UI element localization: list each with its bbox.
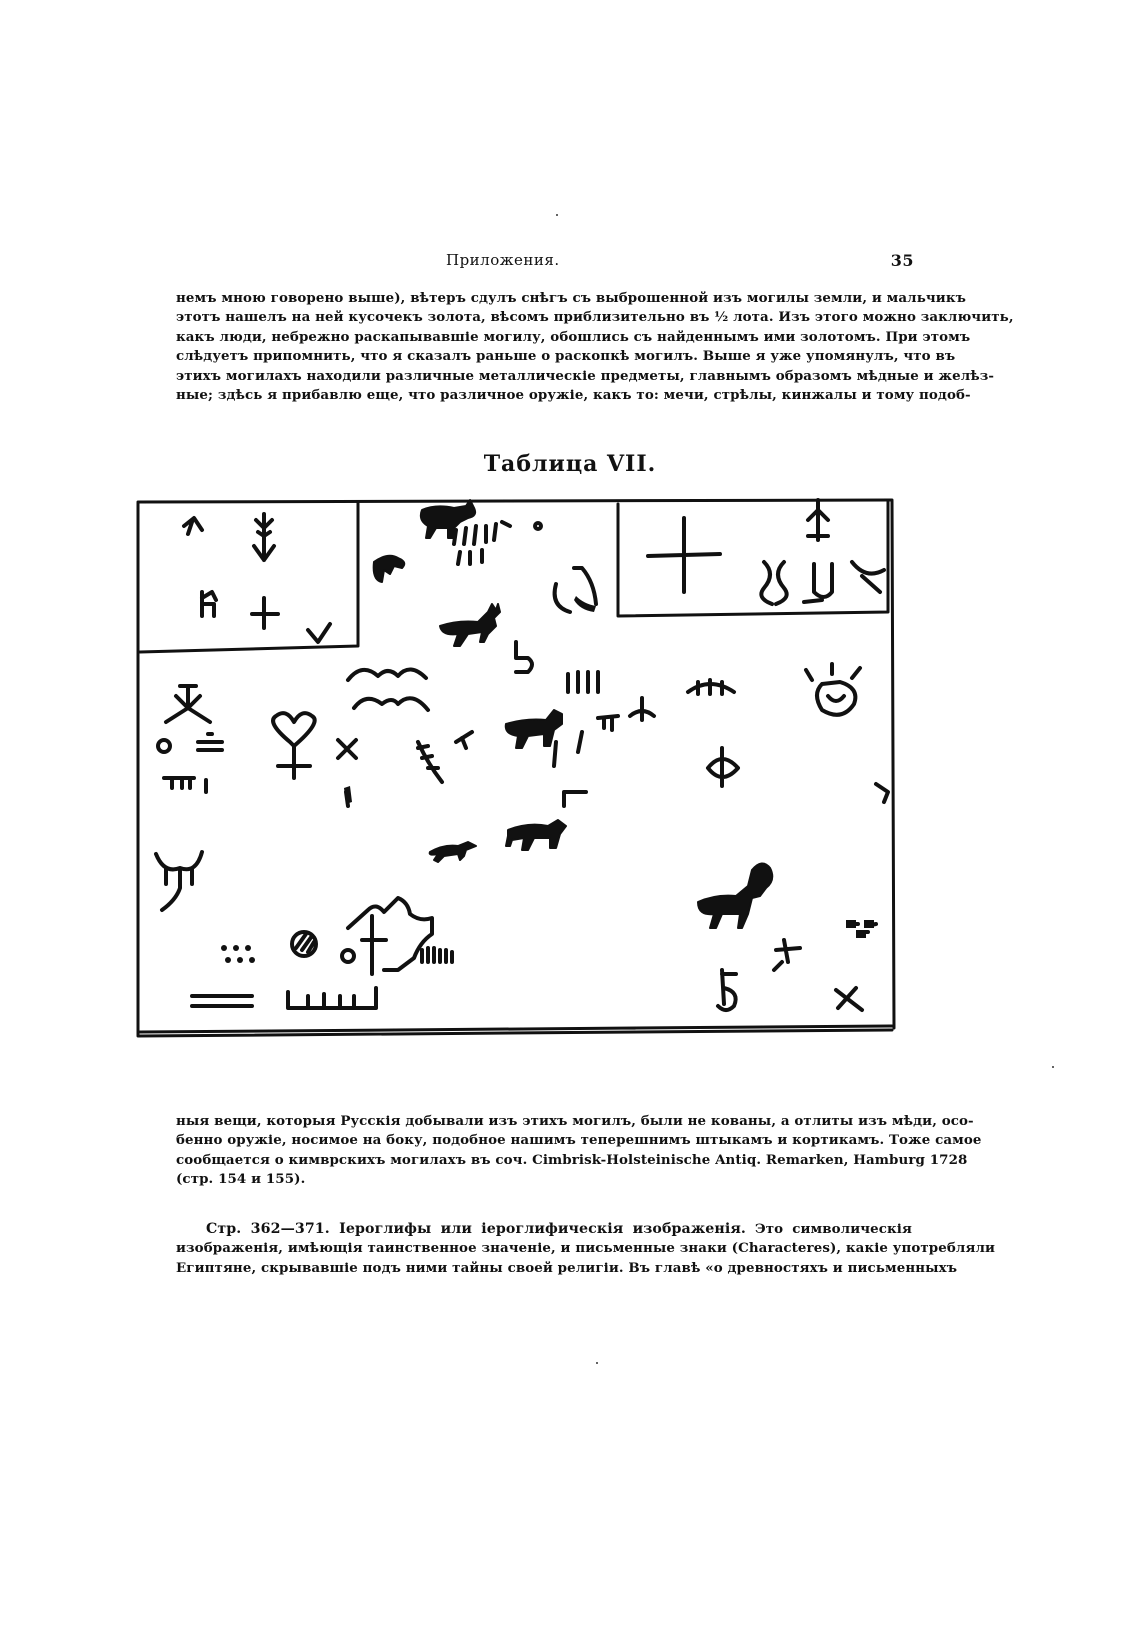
rune-tulip	[156, 852, 202, 910]
rune-h	[202, 592, 216, 616]
rune-zeta	[774, 940, 800, 970]
section-heading: Стр. 362—371. Іероглифы или іероглифическія изображенія.	[206, 1221, 746, 1237]
blob-2	[344, 786, 352, 804]
text-line: Египтяне, скрывавшіе подъ ними тайны своей религіи. Въ главѣ «о древностяхъ и письменныхъ	[176, 1259, 958, 1276]
blob-1	[574, 596, 596, 612]
rune-knot-2	[804, 564, 832, 602]
text-line: немъ мною говорено выше), вѣтеръ сдулъ снѣгъ съ выброшенной изъ могилы земли, и мальчикъ	[176, 290, 966, 306]
x-mark	[338, 740, 356, 758]
dot	[237, 957, 243, 963]
x-mark-2	[836, 988, 862, 1010]
rune-pi-small	[164, 778, 206, 792]
section-paragraph	[176, 1220, 996, 1278]
tally-strokes	[454, 522, 510, 564]
rune-phi	[708, 748, 738, 786]
paragraph-bottom	[176, 1112, 982, 1190]
text-line: какъ люди, небрежно раскапывавшіе могилу, обошлись съ найденнымъ ими золотомъ. При этомъ	[176, 328, 971, 345]
text-line: (стр. 154 и 155).	[176, 1171, 306, 1188]
animal-head	[374, 556, 405, 582]
cross-small	[252, 598, 278, 628]
text-line: этихъ могилахъ находили различные металлическіе предметы, главнымъ образомъ мѣдные и желѣз-	[176, 367, 995, 384]
running-head	[176, 251, 914, 273]
rune-arrow-small	[456, 732, 472, 748]
heart-face	[273, 713, 315, 778]
rune-5	[516, 642, 532, 672]
section-first-line-rest: Это символическія	[755, 1221, 912, 1237]
tally-4	[568, 672, 598, 692]
rune-fork	[852, 562, 884, 592]
circle-face	[342, 950, 354, 962]
ring-small	[158, 740, 170, 752]
text-line: ные; здѣсь я прибавлю еще, что различное оружіе, какъ то: мечи, стрѣлы, кинжалы и тому подоб-	[176, 387, 971, 404]
dot	[233, 945, 239, 951]
small-circle	[535, 523, 541, 529]
text-line: сообщается о кимврскихъ могилахъ въ соч. Cimbrisk-Holsteinische Antiq. Remarken, Hamburg 1728	[176, 1151, 968, 1168]
comb-strokes	[422, 948, 452, 962]
animal-fox	[430, 842, 476, 862]
rune-knot-1	[761, 562, 786, 604]
plate-illustration	[136, 496, 944, 1100]
paragraph-top	[176, 289, 1014, 405]
animal-deer	[440, 604, 500, 646]
plate-divider-right	[618, 500, 888, 616]
text-line: этотъ нашелъ на ней кусочекъ золота, вѣсомъ приблизительно въ ½ лота. Изъ этого можно заключить,	[176, 309, 1014, 326]
running-head-title: Приложения.	[446, 251, 560, 269]
animal-dog	[506, 710, 562, 748]
cross-large	[648, 518, 720, 592]
plate-title: Таблица VII.	[483, 451, 657, 477]
animal-ram	[698, 863, 772, 928]
square	[846, 920, 856, 928]
boat-hull	[288, 988, 376, 1008]
rune-eq	[198, 734, 222, 750]
square	[856, 930, 866, 938]
tally-pair	[554, 732, 582, 766]
dot	[249, 957, 255, 963]
paper-speck	[556, 214, 558, 216]
dot	[245, 945, 251, 951]
double-bar	[192, 996, 252, 1006]
ship-figure	[348, 898, 432, 974]
text-line: ныя вещи, которыя Русскія добывали изъ этихъ могилъ, были не кованы, а отлиты изъ мѣди, осо-	[176, 1113, 974, 1129]
section-first-line	[176, 1220, 912, 1239]
rune-tt	[598, 698, 654, 730]
square	[864, 920, 874, 928]
rune-arrow	[254, 514, 274, 560]
rune-5-lower	[718, 970, 736, 1010]
paper-speck	[596, 1362, 598, 1364]
rune-man	[166, 686, 210, 722]
animal-pig	[506, 820, 566, 850]
dot	[225, 957, 231, 963]
text-line: бенно оружіе, носимое на боку, подобное нашимъ теперешнимъ штыкамъ и кортикамъ. Тоже самое	[176, 1132, 982, 1149]
text-line: слѣдуетъ припомнить, что я сказалъ раньше о раскопкѣ могилъ. Выше я уже упомянулъ, что въ	[176, 348, 956, 365]
rune-hook	[184, 518, 202, 534]
text-line: изображенія, имѣющія таинственное значеніе, и письменные знаки (Characteres), какіе употребляли	[176, 1240, 996, 1257]
dot	[221, 945, 227, 951]
v-mark	[308, 624, 330, 642]
rune-trident	[808, 500, 828, 540]
horn	[418, 742, 442, 782]
comma-mark	[876, 784, 888, 802]
rune-gamma	[564, 792, 586, 806]
eyebrows	[348, 669, 428, 710]
paper-speck	[1052, 1066, 1054, 1068]
hieroglyph-plate	[136, 496, 944, 1100]
sun-face	[806, 664, 860, 715]
rune-pi	[688, 680, 734, 694]
page-number: 35	[890, 251, 914, 270]
hatch	[296, 934, 314, 952]
